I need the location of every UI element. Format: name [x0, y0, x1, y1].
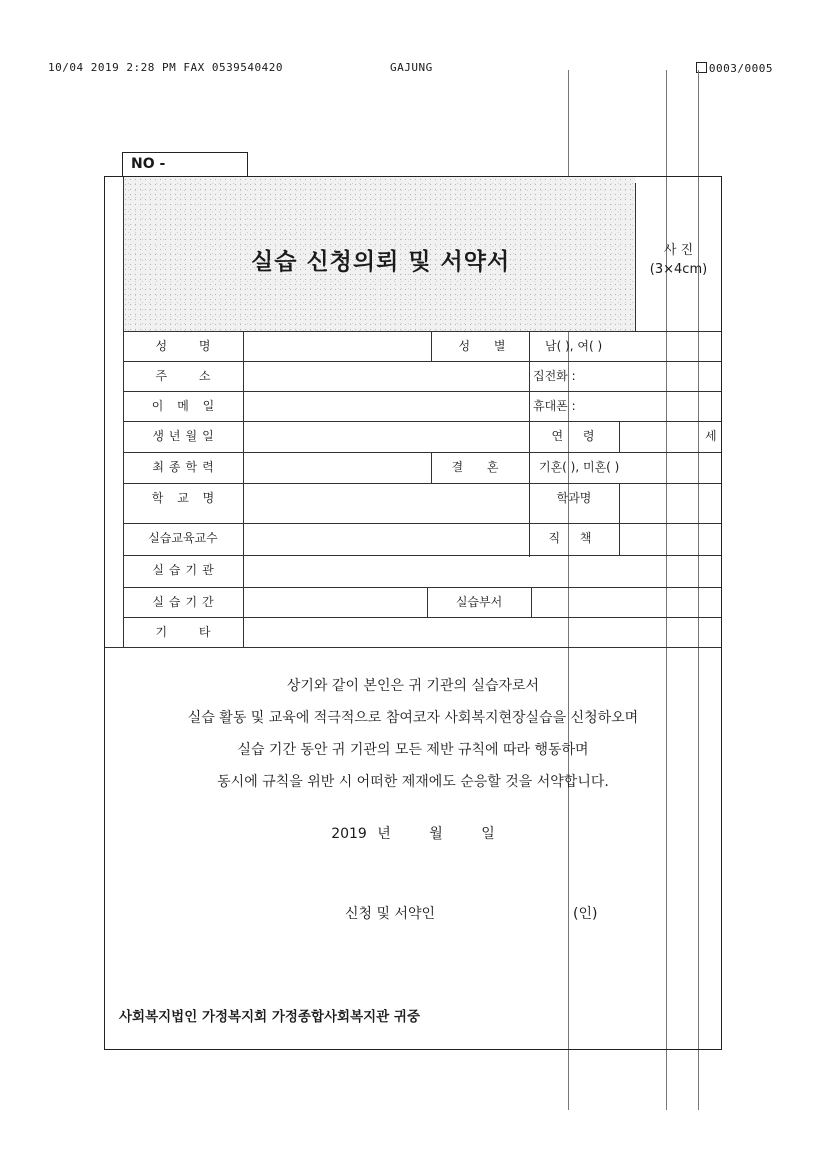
fax-page-number: 0003/0005	[708, 62, 773, 75]
label-marriage: 결 혼	[451, 460, 509, 474]
table-bottom-border	[105, 647, 721, 648]
label-professor: 실습교육교수	[148, 531, 218, 545]
recipient: 사회복지법인 가정복지회 가정종합사회복지관 귀중	[119, 1009, 421, 1025]
age-unit: 세	[705, 429, 717, 443]
photo-size: (3×4cm)	[649, 262, 708, 277]
age-column-divider	[619, 421, 620, 452]
fax-header	[48, 61, 773, 77]
label-school: 학 교 명	[151, 491, 220, 505]
application-form	[104, 176, 722, 1050]
fax-page-indicator	[696, 61, 773, 75]
gender-options: 남( ), 여( )	[545, 339, 603, 353]
label-institution: 실습기관	[152, 563, 219, 577]
label-position: 직 책	[548, 531, 600, 545]
label-home-phone: 집전화 :	[533, 369, 576, 383]
signer-seal: (인)	[573, 906, 598, 922]
label-gender: 성 별	[458, 339, 516, 353]
label-column-divider	[243, 331, 244, 647]
title-area	[123, 177, 635, 331]
label-practice-dept: 실습부서	[455, 595, 503, 609]
fax-sender: GAJUNG	[390, 61, 433, 74]
date-year-unit: 년	[377, 826, 391, 842]
fax-timestamp: 10/04 2019 2:28 PM FAX 0539540420	[48, 61, 284, 74]
pledge-line: 상기와 같이 본인은 귀 기관의 실습자로서	[286, 678, 540, 694]
form-number-box: NO -	[122, 152, 248, 176]
pledge-line: 실습 활동 및 교육에 적극적으로 참여코자 사회복지현장실습을 신청하오며	[187, 710, 639, 726]
label-department: 학과명	[556, 491, 592, 505]
middle-column-divider	[431, 331, 432, 361]
middle-column-divider	[531, 587, 532, 617]
label-address: 주 소	[155, 369, 225, 383]
label-age: 연 령	[551, 429, 603, 443]
date-day-unit: 일	[481, 826, 495, 842]
label-other: 기 타	[155, 625, 225, 639]
label-period: 실습기간	[152, 595, 219, 609]
pledge-date	[105, 823, 721, 843]
signer-label: 신청 및 서약인	[345, 906, 436, 922]
form-title: 실습 신청의뢰 및 서약서	[251, 249, 511, 275]
label-mobile: 휴대폰 :	[533, 399, 576, 413]
marriage-options: 기혼( ), 미혼( )	[539, 460, 620, 474]
department-column-divider	[619, 483, 620, 555]
date-year: 2019	[331, 826, 367, 842]
pledge-line: 실습 기간 동안 귀 기관의 모든 제반 규칙에 따라 행동하며	[237, 742, 589, 758]
label-email: 이 메 일	[151, 399, 220, 413]
label-birthdate: 생년월일	[152, 429, 219, 443]
photo-box	[635, 183, 721, 331]
label-name: 성 명	[155, 339, 225, 353]
date-month-unit: 월	[429, 826, 443, 842]
label-education: 최종학력	[152, 460, 219, 474]
pledge-line: 동시에 규칙을 위반 시 어떠한 제재에도 순응할 것을 서약합니다.	[217, 774, 609, 790]
photo-label: 사 진	[663, 243, 694, 258]
